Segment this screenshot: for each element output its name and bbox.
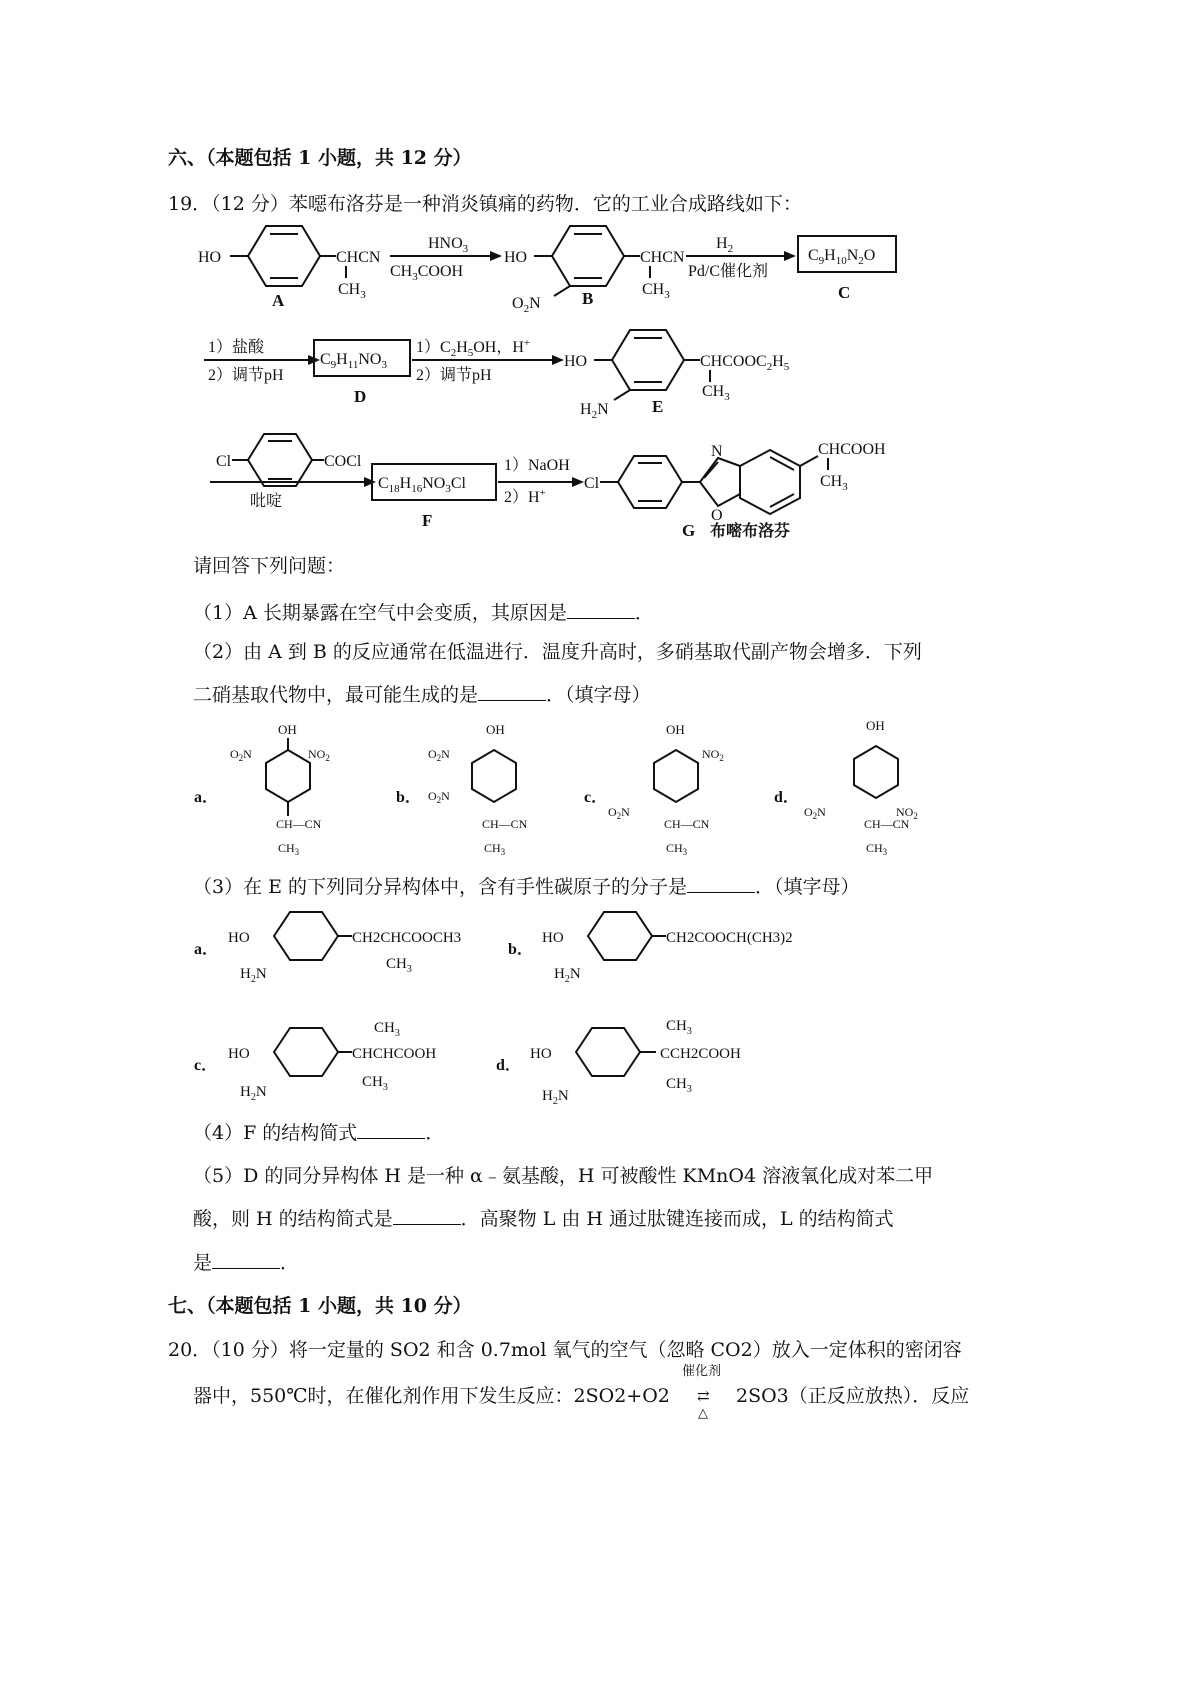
label-G: G xyxy=(682,521,696,540)
svg-text:Cl: Cl xyxy=(216,453,232,470)
svg-text:2）H+: 2）H+ xyxy=(504,487,546,506)
svg-text:HO: HO xyxy=(530,1046,552,1062)
section7-heading: 七、（本题包括 1 小题，共 10 分） xyxy=(168,1295,472,1317)
svg-text:OH: OH xyxy=(866,718,885,733)
svg-text:2）调节pH: 2）调节pH xyxy=(208,367,284,384)
svg-text:b．: b． xyxy=(508,941,533,958)
svg-text:O2N: $O_2N$ xyxy=(428,789,450,805)
label-A: A xyxy=(272,291,285,310)
svg-text:CH3: $CH_3$ xyxy=(338,281,366,301)
svg-text:1）盐酸: 1）盐酸 xyxy=(208,339,265,356)
svg-text:O2N: $O_2N$ xyxy=(608,805,630,821)
svg-text:C18H16NO3Cl: $C_{18}H_{16}NO_3Cl$ xyxy=(378,475,466,495)
svg-text:Pd/C催化剂: Pd/C催化剂 xyxy=(688,263,769,280)
answer-blank-4[interactable] xyxy=(357,1120,425,1139)
svg-text:O2N: $O_2N$ xyxy=(512,295,541,315)
svg-text:H2: $H_2$ xyxy=(716,235,734,255)
svg-text:CHCN: CHCN xyxy=(640,249,685,266)
svg-text:HO: HO xyxy=(564,353,588,370)
svg-text:CH3: $CH_3$ xyxy=(278,841,300,857)
svg-text:CHCOOH: CHCOOH xyxy=(818,441,886,458)
svg-text:C9H11NO3: $C_9H_{11}NO_3$ xyxy=(320,351,387,371)
q19-part2-line2: 二硝基取代物中，最可能生成的是 ．（填字母） xyxy=(193,684,651,706)
svg-text:OH: OH xyxy=(486,722,505,737)
svg-text:CH—CN: CH—CN xyxy=(864,817,910,831)
svg-text:a．: a． xyxy=(194,941,219,958)
equilibrium-arrow: 催化剂 ⇄ △ xyxy=(681,1364,721,1421)
svg-text:H2N: $H_2N$ xyxy=(580,401,609,421)
svg-text:CH3: $CH_3$ xyxy=(484,841,506,857)
answer-blank-5a[interactable] xyxy=(393,1206,461,1225)
section6-heading: 六、（本题包括 1 小题，共 12 分） xyxy=(168,147,472,169)
svg-text:1）NaOH: 1）NaOH xyxy=(504,457,570,474)
svg-text:CH—CN: CH—CN xyxy=(276,817,322,831)
scheme-row3 xyxy=(206,430,946,540)
svg-text:c．: c． xyxy=(584,789,608,806)
svg-text:CH3: $CH_3$ xyxy=(386,956,412,975)
svg-text:C9H10N2O: $C_9H_{10}N_2O$ xyxy=(808,247,876,267)
svg-text:CCH2COOH: CCH2COOH xyxy=(660,1046,741,1062)
svg-text:H2N: $H_2N$ xyxy=(240,1084,267,1103)
svg-text:NO2: $NO_2$ xyxy=(308,747,330,763)
svg-text:d．: d． xyxy=(496,1057,521,1074)
svg-text:O2N: $O_2N$ xyxy=(428,747,450,763)
answer-blank-5b[interactable] xyxy=(212,1250,280,1269)
svg-text:N: N xyxy=(711,443,723,460)
svg-text:CH3: $CH_3$ xyxy=(820,473,848,493)
svg-text:NO2: $NO_2$ xyxy=(702,747,724,763)
svg-text:CHCHCOOH: CHCHCOOH xyxy=(352,1046,437,1062)
svg-text:CH—CN: CH—CN xyxy=(482,817,528,831)
svg-text:HO: HO xyxy=(228,930,250,946)
svg-text:H2N: $H_2N$ xyxy=(554,966,581,985)
svg-text:2）调节pH: 2）调节pH xyxy=(416,367,492,384)
label-E: E xyxy=(652,397,664,416)
svg-text:CH3: $CH_3$ xyxy=(702,383,730,403)
svg-text:Cl: Cl xyxy=(584,475,600,492)
q19-part5-line3: 是 ． xyxy=(193,1252,300,1274)
svg-text:HO: HO xyxy=(198,249,222,266)
q19-part2-options xyxy=(190,718,950,868)
svg-text:O2N: $O_2N$ xyxy=(804,805,826,821)
q19-part4: （4）F 的结构简式 ． xyxy=(193,1122,445,1144)
q19-part3-options xyxy=(190,906,950,1116)
svg-text:COCl: COCl xyxy=(324,453,362,470)
svg-text:OH: OH xyxy=(278,722,297,737)
svg-text:CHCOOC2H5: $CHCOOC_2H_5$ xyxy=(700,353,790,373)
scheme-row2 xyxy=(200,332,840,422)
svg-text:H2N: $H_2N$ xyxy=(542,1088,569,1107)
label-D: D xyxy=(354,387,367,406)
q20-line1: 20．（10 分）将一定量的 SO2 和含 0.7mol 氧气的空气（忽略 CO2）放入一定体积的密闭容 xyxy=(168,1339,962,1361)
svg-text:HO: HO xyxy=(504,249,528,266)
label-F: F xyxy=(422,511,433,530)
svg-text:CH3: $CH_3$ xyxy=(666,1076,692,1095)
svg-text:CH—CN: CH—CN xyxy=(664,817,710,831)
label-C: C xyxy=(838,283,851,302)
svg-text:CH3: $CH_3$ xyxy=(374,1020,400,1039)
svg-text:CH3: $CH_3$ xyxy=(666,1018,692,1037)
answer-blank-2[interactable] xyxy=(478,682,546,701)
svg-text:O: O xyxy=(711,507,723,524)
svg-text:CH3: $CH_3$ xyxy=(666,841,688,857)
svg-text:a．: a． xyxy=(194,789,219,806)
q19-intro: 19．（12 分）苯噁布洛芬是一种消炎镇痛的药物．它的工业合成路线如下： xyxy=(168,193,802,215)
svg-text:CH2COOCH(CH3)2: CH2COOCH(CH3)2 xyxy=(666,930,793,946)
svg-text:CHCN: CHCN xyxy=(336,249,381,266)
svg-text:HNO3: $HNO_3$ xyxy=(428,235,469,255)
g-name: 布嘧布洛芬 xyxy=(710,523,791,540)
svg-text:吡啶: 吡啶 xyxy=(250,493,283,510)
label-B: B xyxy=(582,289,594,308)
svg-text:c．: c． xyxy=(194,1057,218,1074)
q19-part5-line2: 酸，则 H 的结构简式是 ．高聚物 L 由 H 通过肽键连接而成，L 的结构简式 xyxy=(193,1208,894,1230)
q19-part3: （3）在 E 的下列同分异构体中，含有手性碳原子的分子是 ．（填字母） xyxy=(193,876,860,898)
scheme-row1 xyxy=(190,222,910,322)
svg-text:OH: OH xyxy=(666,722,685,737)
q19-part2-line1: （2）由 A 到 B 的反应通常在低温进行．温度升高时，多硝基取代副产物会增多．下列 xyxy=(193,641,922,663)
q19-part1: （1）A 长期暴露在空气中会变质，其原因是 ． xyxy=(193,602,654,624)
svg-text:b．: b． xyxy=(396,789,421,806)
svg-text:NO2: $NO_2$ xyxy=(896,805,918,821)
q20-line2: 器中，550℃时，在催化剂作用下发生反应：2SO2+O2 催化剂 ⇄ △ 2SO3（正反应放热）．反应 xyxy=(193,1364,970,1421)
svg-text:O2N: $O_2N$ xyxy=(230,747,252,763)
svg-text:H2N: $H_2N$ xyxy=(240,966,267,985)
svg-text:d．: d． xyxy=(774,789,799,806)
svg-text:CH3: $CH_3$ xyxy=(362,1074,388,1093)
svg-text:CH3: $CH_3$ xyxy=(642,281,670,301)
svg-text:HO: HO xyxy=(542,930,564,946)
svg-text:1）C2H5OH，H+: $1)C_2H_5OH$，H+ xyxy=(416,337,531,359)
svg-text:CH3: $CH_3$ xyxy=(866,841,888,857)
answer-blank-3[interactable] xyxy=(687,874,755,893)
q19-prompt: 请回答下列问题： xyxy=(193,555,346,577)
answer-blank-1[interactable] xyxy=(567,600,635,619)
svg-text:CH3COOH: $CH_3COOH$ xyxy=(390,263,464,283)
q19-part5-line1: （5）D 的同分异构体 H 是一种 α﹣氨基酸，H 可被酸性 KMnO4 溶液氧化成对苯二甲 xyxy=(193,1165,934,1187)
svg-text:CH2CHCOOCH3: CH2CHCOOCH3 xyxy=(352,930,462,946)
svg-text:HO: HO xyxy=(228,1046,250,1062)
